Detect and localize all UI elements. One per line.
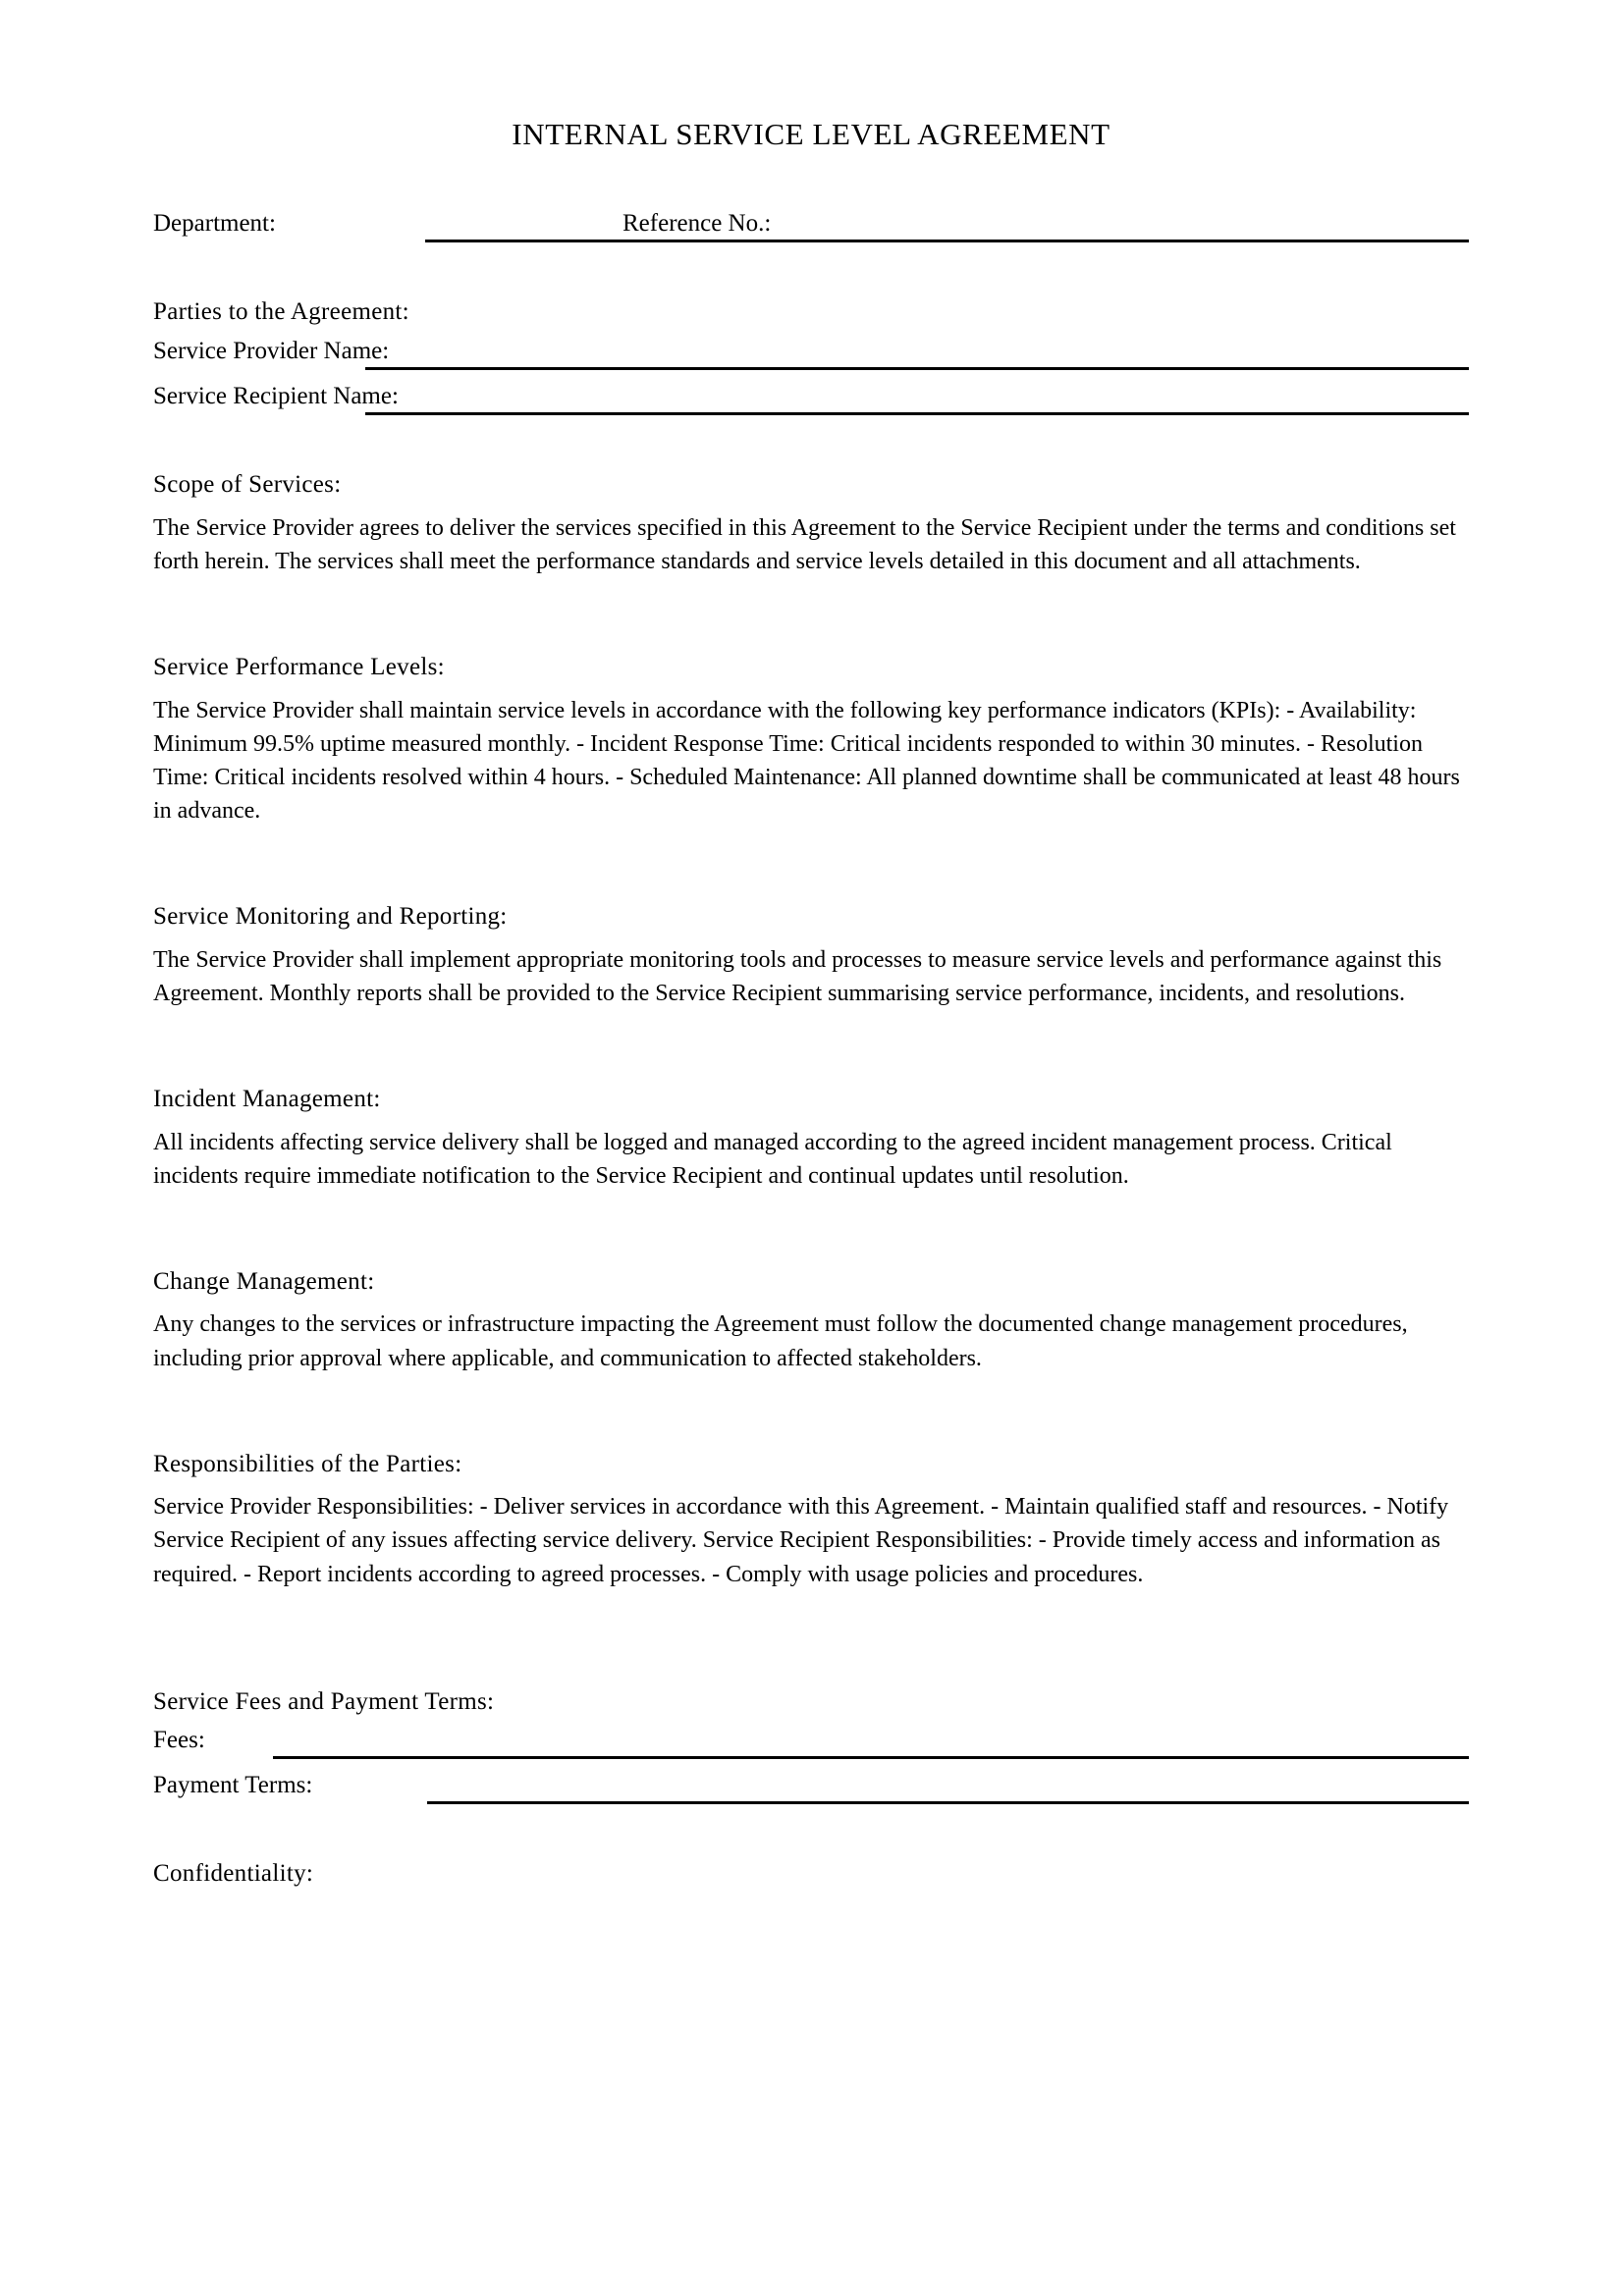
scope-of-services-heading: Scope of Services: (153, 470, 342, 498)
reference-no-label: Reference No.: (623, 210, 772, 238)
recipient-name-row (153, 374, 1469, 419)
spacer (153, 828, 1469, 900)
service-performance-levels-heading: Service Performance Levels: (153, 653, 445, 680)
header-fields-row (153, 201, 1469, 246)
payment-terms-row (153, 1763, 1469, 1808)
provider-name-row (153, 329, 1469, 374)
change-management-heading: Change Management: (153, 1267, 375, 1295)
service-monitoring-and-reporting-heading: Service Monitoring and Reporting: (153, 902, 508, 930)
service-fees-and-payment-terms-heading: Service Fees and Payment Terms: (153, 1687, 495, 1715)
section-confidentiality (153, 1857, 1469, 1891)
spacer (153, 152, 1469, 201)
spacer (153, 1591, 1469, 1685)
payment-terms-label: Payment Terms: (153, 1772, 313, 1799)
service-provider-name-label: Service Provider Name: (153, 337, 390, 364)
service-recipient-name-input-line[interactable] (365, 412, 1469, 415)
department-reference-input-line[interactable] (425, 240, 1469, 242)
change-management-body: Any changes to the services or infrastructure impacting the Agreement must follow the documented change management procedures, including prior approval where applicable, and communication to affected stakeholders. (153, 1311, 1408, 1371)
spacer (153, 1010, 1469, 1083)
incident-management-body: All incidents affecting service delivery shall be logged and managed according to the agreed incident management process. Critical incidents require immediate notification to the Service Recipient and continual updates until resolution. (153, 1129, 1392, 1189)
spacer (153, 1375, 1469, 1448)
service-monitoring-and-reporting-body: The Service Provider shall implement appropriate monitoring tools and processes to measure service levels and performance against this Agreement. Monthly reports shall be provided to the Service Recipient summarising service performance, incidents, and resolutions. (153, 946, 1442, 1006)
service-provider-name-input-line[interactable] (365, 367, 1469, 370)
spacer (153, 419, 1469, 468)
spacer (153, 1808, 1469, 1857)
section-parties (153, 295, 1469, 419)
responsibilities-of-the-parties-body: Service Provider Responsibilities: - Deliver services in accordance with this Agreement. - Maintain qualified staff and resources. - Notify Service Recipient of any issues affecting service delivery. Service Recipient Responsibilities: - Provide timely access and information as required. - Report incidents according to agreed processes. - Comply with usage policies and procedures. (153, 1494, 1449, 1587)
section-change-management (153, 1265, 1469, 1375)
section-service-fees-and-payment-terms (153, 1685, 1469, 1809)
payment-terms-input-line[interactable] (427, 1801, 1469, 1804)
department-label: Department: (153, 210, 276, 238)
fees-input-line[interactable] (273, 1756, 1469, 1759)
fees-label: Fees: (153, 1727, 205, 1754)
section-service-monitoring-and-reporting (153, 900, 1469, 1010)
spacer (153, 1193, 1469, 1265)
section-service-performance-levels (153, 651, 1469, 828)
spacer (153, 246, 1469, 295)
incident-management-heading: Incident Management: (153, 1085, 381, 1112)
service-performance-levels-body: The Service Provider shall maintain service levels in accordance with the following key performance indicators (KPIs): - Availability: Minimum 99.5% uptime measured monthly. - Incident Response Time: Critical incidents responded to within 30 minutes. - Resolution Time: Critical incidents resolved within 4 hours. - Scheduled Maintenance: All planned downtime shall be communicated at least 48 hours in advance. (153, 697, 1460, 824)
service-recipient-name-label: Service Recipient Name: (153, 382, 399, 409)
spacer (153, 578, 1469, 651)
section-responsibilities-of-the-parties (153, 1448, 1469, 1591)
section-incident-management (153, 1083, 1469, 1193)
document-content-column (153, 0, 1469, 1891)
scope-of-services-body: The Service Provider agrees to deliver the services specified in this Agreement to the Service Recipient under the terms and conditions set forth herein. The services shall meet the performance standards and service levels detailed in this document and all attachments. (153, 514, 1456, 574)
fees-row (153, 1718, 1469, 1763)
page-title: INTERNAL SERVICE LEVEL AGREEMENT (512, 117, 1110, 151)
confidentiality-heading: Confidentiality: (153, 1860, 314, 1888)
responsibilities-of-the-parties-heading: Responsibilities of the Parties: (153, 1450, 462, 1477)
parties-heading: Parties to the Agreement: (153, 298, 409, 326)
section-scope-of-services (153, 468, 1469, 578)
